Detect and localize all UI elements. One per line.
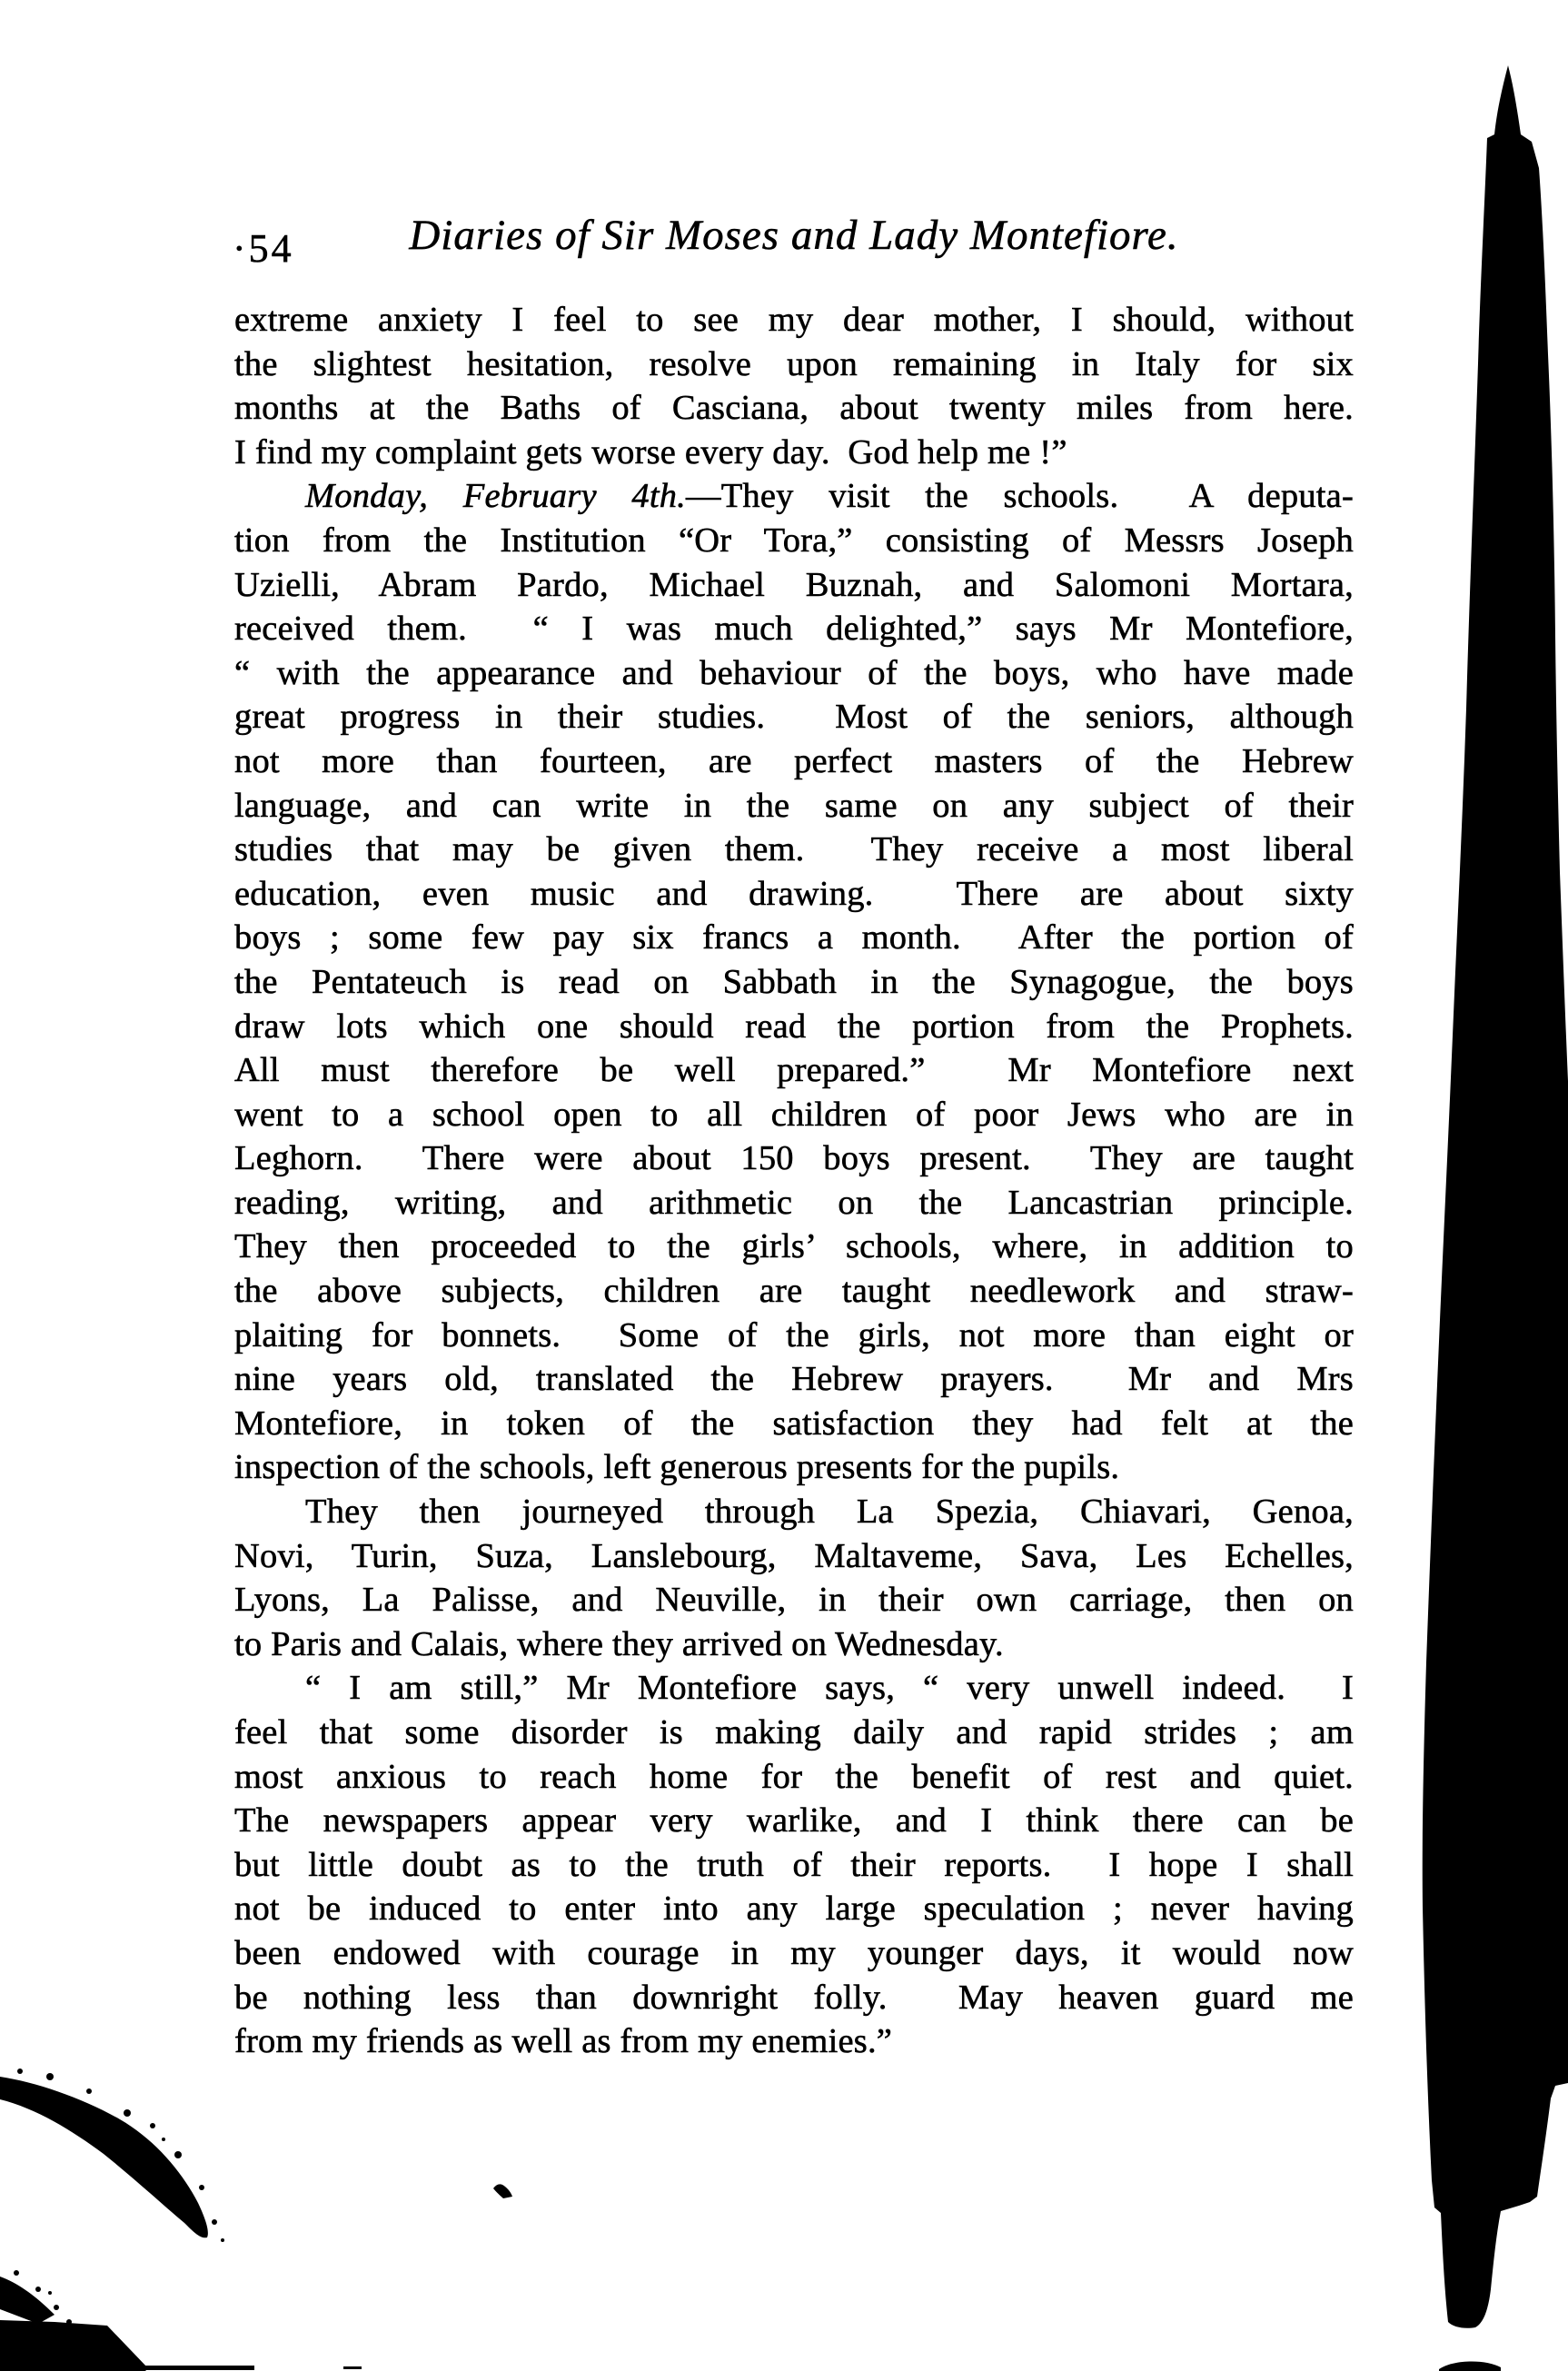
text-line bbox=[234, 1534, 1354, 1579]
text-line bbox=[234, 1225, 1354, 1269]
text-line bbox=[234, 2019, 1354, 2064]
text-line bbox=[234, 386, 1354, 431]
text-run: The newspapers appear very warlike, and I think there can be bbox=[234, 1801, 1354, 1840]
text-run: nine years old, translated the Hebrew prayers. Mr and Mrs bbox=[234, 1360, 1354, 1399]
bottom-left-streak bbox=[0, 2077, 208, 2237]
corner-speckles bbox=[14, 2270, 72, 2325]
text-run: most anxious to reach home for the benefit of rest and quiet. bbox=[234, 1757, 1354, 1796]
text-line bbox=[234, 1314, 1354, 1358]
text-run: I find my complaint gets worse every day. God help me !” bbox=[234, 432, 1067, 471]
running-title: Diaries of Sir Moses and Lady Montefiore. bbox=[409, 212, 1179, 259]
text-run: plaiting for bonnets. Some of the girls, not more than eight or bbox=[234, 1315, 1354, 1354]
text-run: boys ; some few pay six francs a month. After the portion of bbox=[234, 918, 1354, 957]
text-line bbox=[234, 1490, 1354, 1534]
text-line bbox=[234, 651, 1354, 696]
text-run: not more than fourteen, are perfect masters of the Hebrew bbox=[234, 741, 1354, 780]
text-line bbox=[234, 1445, 1354, 1490]
text-line bbox=[234, 519, 1354, 563]
text-run: They then journeyed through La Spezia, Chiavari, Genoa, bbox=[305, 1493, 1354, 1532]
text-run: received them. “ I was much delighted,” says Mr Montefiore, bbox=[234, 610, 1354, 649]
text-line bbox=[234, 1136, 1354, 1181]
text-run: Uzielli, Abram Pardo, Michael Buznah, and Salomoni Mortara, bbox=[234, 565, 1354, 604]
text-line bbox=[234, 784, 1354, 828]
bottom-edge-dash bbox=[343, 2366, 362, 2369]
text-line bbox=[234, 872, 1354, 917]
text-run: “ with the appearance and behaviour of the boys, who have made bbox=[234, 653, 1354, 692]
text-run: feel that some disorder is making daily and rapid strides ; am bbox=[234, 1713, 1354, 1751]
bottom-right-arc-mark bbox=[1439, 2361, 1501, 2371]
text-line bbox=[234, 563, 1354, 608]
text-run-italic: Monday, February 4th. bbox=[305, 477, 687, 516]
text-line bbox=[234, 1799, 1354, 1843]
text-line bbox=[234, 1048, 1354, 1093]
text-run: months at the Baths of Casciana, about twenty miles from here. bbox=[234, 389, 1354, 428]
text-line bbox=[234, 1402, 1354, 1446]
text-run: education, even music and drawing. There are about sixty bbox=[234, 874, 1354, 913]
text-line bbox=[234, 1666, 1354, 1711]
text-run: studies that may be given them. They receive a most liberal bbox=[234, 830, 1354, 869]
text-line bbox=[234, 1887, 1354, 1931]
page-number: ·54 bbox=[233, 226, 294, 271]
text-run: the above subjects, children are taught needlework and straw- bbox=[234, 1272, 1354, 1311]
text-run: tion from the Institution “Or Tora,” consisting of Messrs Joseph bbox=[234, 521, 1354, 560]
text-line bbox=[234, 1181, 1354, 1225]
body-text bbox=[234, 298, 1354, 2064]
text-run: Novi, Turin, Suza, Lanslebourg, Maltaveme, Sava, Les Echelles, bbox=[234, 1536, 1354, 1575]
text-run: been endowed with courage in my younger days, it would now bbox=[234, 1933, 1354, 1972]
text-line bbox=[234, 916, 1354, 960]
text-run: —They visit the schools. A deputa- bbox=[686, 477, 1354, 516]
text-run: inspection of the schools, left generous presents for the pupils. bbox=[234, 1448, 1120, 1487]
text-run: went to a school open to all children of poor Jews who are in bbox=[234, 1095, 1354, 1134]
text-line bbox=[234, 1622, 1354, 1667]
text-line bbox=[234, 1005, 1354, 1049]
text-run: to Paris and Calais, where they arrived on Wednesday. bbox=[234, 1624, 1004, 1663]
text-line bbox=[234, 1269, 1354, 1314]
text-run: but little doubt as to the truth of their reports. I hope I shall bbox=[234, 1845, 1354, 1884]
text-run: “ I am still,” Mr Montefiore says, “ very unwell indeed. I bbox=[305, 1669, 1354, 1708]
text-run: the Pentateuch is read on Sabbath in the Synagogue, the boys bbox=[234, 962, 1354, 1001]
text-run: They then proceeded to the girls’ schools, where, in addition to bbox=[234, 1227, 1354, 1266]
right-edge-scan-blob bbox=[1423, 65, 1568, 2328]
streak-speckles bbox=[17, 2068, 224, 2242]
text-run: draw lots which one should read the portion from the Prophets. bbox=[234, 1007, 1354, 1046]
text-run: Lyons, La Palisse, and Neuville, in their own carriage, then on bbox=[234, 1581, 1354, 1620]
bottom-left-corner-blob bbox=[0, 2320, 148, 2371]
text-line bbox=[234, 431, 1354, 475]
text-line bbox=[234, 342, 1354, 387]
text-line bbox=[234, 1976, 1354, 2020]
text-run: great progress in their studies. Most of the seniors, although bbox=[234, 698, 1354, 737]
text-line bbox=[234, 828, 1354, 872]
text-line bbox=[234, 298, 1354, 342]
text-line bbox=[234, 1843, 1354, 1888]
text-line bbox=[234, 1931, 1354, 1976]
text-line bbox=[234, 1357, 1354, 1402]
bottom-left-corner-speckle bbox=[0, 2277, 55, 2324]
text-line bbox=[234, 1578, 1354, 1622]
text-line bbox=[234, 1711, 1354, 1755]
text-line bbox=[234, 1755, 1354, 1800]
text-run: language, and can write in the same on any subject of their bbox=[234, 786, 1354, 825]
text-run: from my friends as well as from my enemies.” bbox=[234, 2022, 893, 2061]
text-run: reading, writing, and arithmetic on the Lancastrian principle. bbox=[234, 1183, 1354, 1222]
text-line bbox=[234, 607, 1354, 651]
text-run: Leghorn. There were about 150 boys present. They are taught bbox=[234, 1139, 1354, 1178]
text-line bbox=[234, 1093, 1354, 1137]
text-run: not be induced to enter into any large speculation ; never having bbox=[234, 1890, 1354, 1929]
text-line bbox=[234, 960, 1354, 1005]
text-line bbox=[234, 695, 1354, 739]
text-run: All must therefore be well prepared.” Mr Montefiore next bbox=[234, 1051, 1354, 1090]
text-line bbox=[234, 474, 1354, 519]
text-run: extreme anxiety I feel to see my dear mother, I should, without bbox=[234, 301, 1354, 339]
text-run: the slightest hesitation, resolve upon remaining in Italy for six bbox=[234, 344, 1354, 383]
text-run: be nothing less than downright folly. May heaven guard me bbox=[234, 1978, 1354, 2017]
bottom-edge-line bbox=[145, 2366, 254, 2370]
text-run: Montefiore, in token of the satisfaction they had felt at the bbox=[234, 1404, 1354, 1443]
text-line bbox=[234, 739, 1354, 784]
stray-tick-mark bbox=[493, 2184, 512, 2198]
